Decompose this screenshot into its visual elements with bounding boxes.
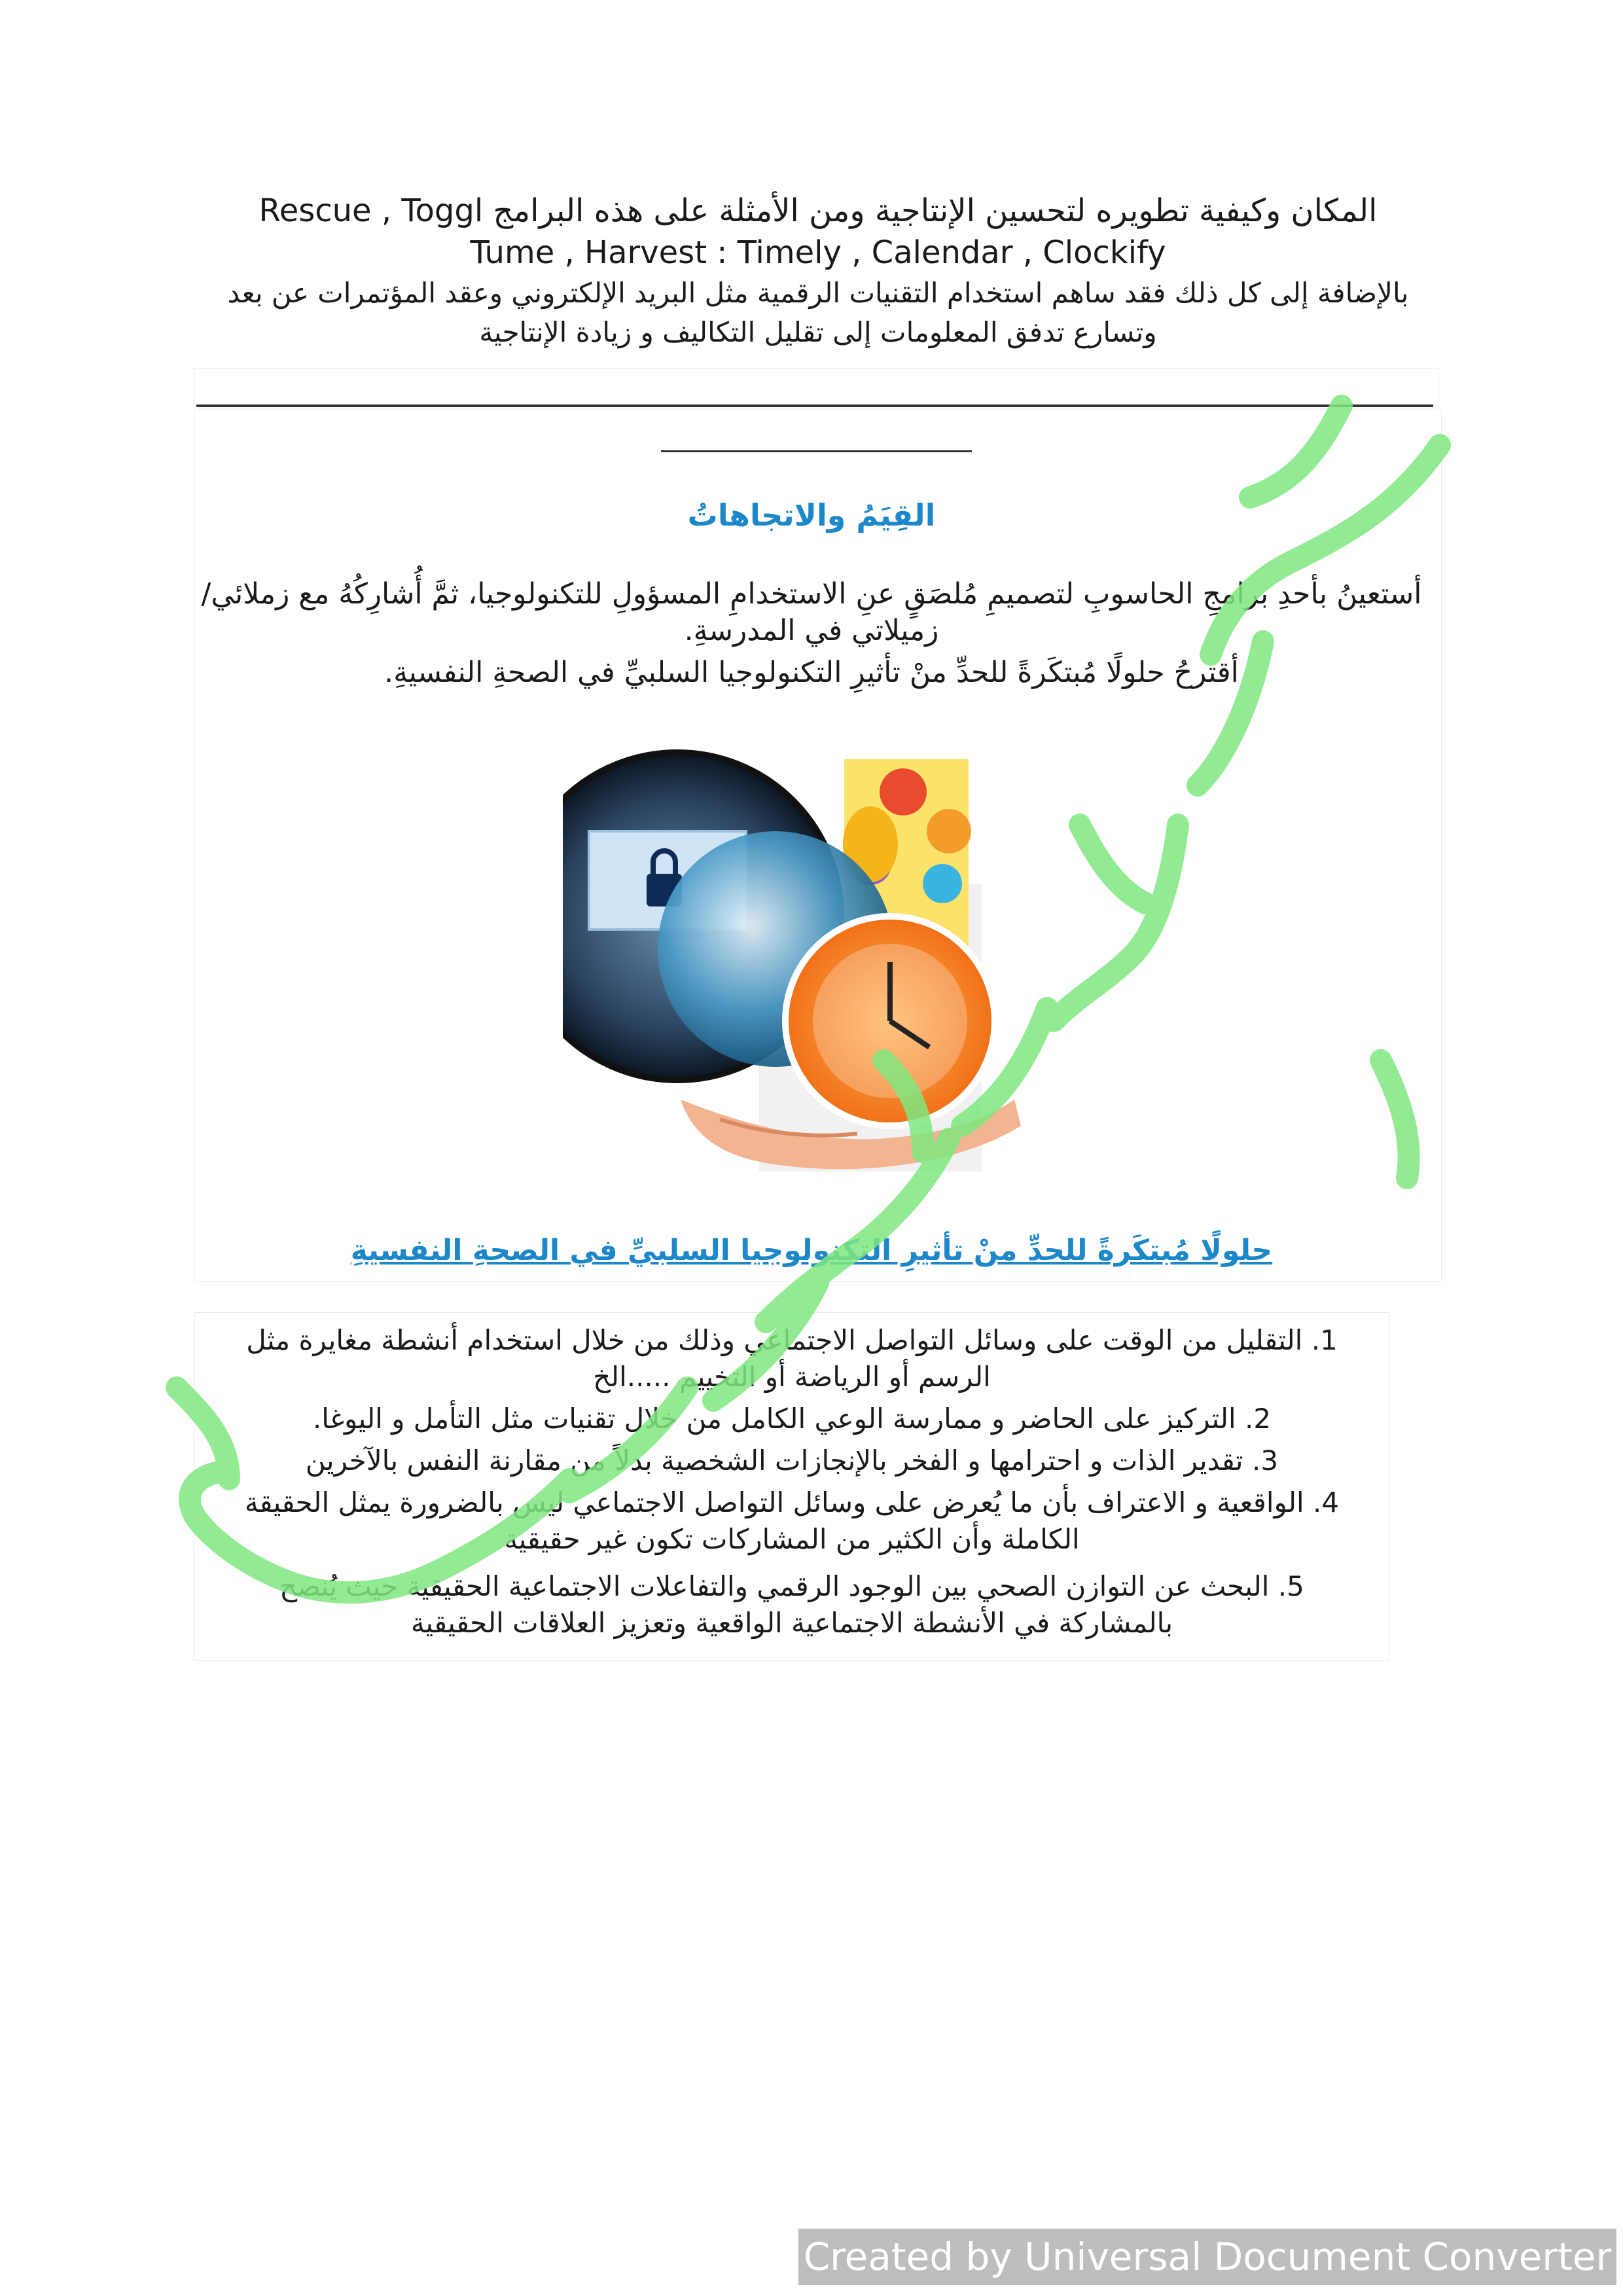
solution-number: 5. xyxy=(1277,1570,1304,1602)
paragraph-poster-line-1: أستعينُ بأحدِ برامجِ الحاسوبِ لتصميمِ مُلصَقٍ عنِ الاستخدامِ المسؤولِ للتكنولوجيا، ثمَّ أُشارِكُهُ مع زملائي/ xyxy=(201,577,1422,611)
solution-item-1-continued: الرسم أو الرياضة أو التخييم .....الخ xyxy=(593,1361,991,1393)
solution-number: 1. xyxy=(1311,1324,1338,1356)
paragraph-suggest: أقترحُ حلولًا مُبتكَرةً للحدِّ منْ تأثيرِ التكنولوجيا السلبيِّ في الصحةِ النفسيةِ. xyxy=(384,656,1239,689)
solution-item-5-continued: بالمشاركة في الأنشطة الاجتماعية الواقعية وتعزيز العلاقات الحقيقية xyxy=(410,1607,1173,1639)
solution-number: 4. xyxy=(1313,1486,1340,1518)
intro-line-2-apps: Tume , Harvest : Timely , Calendar , Clockify xyxy=(470,234,1166,271)
solution-item-4-continued: الكاملة وأن الكثير من المشاركات تكون غير حقيقية xyxy=(504,1523,1080,1555)
intro-line-1 xyxy=(196,190,1440,232)
solution-text: التركيز على الحاضر و ممارسة الوعي الكامل من خلال تقنيات مثل التأمل و اليوغا. xyxy=(312,1403,1236,1435)
solution-text: البحث عن التوازن الصحي بين الوجود الرقمي والتفاعلات الاجتماعية الحقيقية حيث يُنصح xyxy=(279,1570,1270,1602)
intro-line-3: بالإضافة إلى كل ذلك فقد ساهم استخدام التقنيات الرقمية مثل البريد الإلكتروني وعقد المؤتمرات عن بعد xyxy=(227,277,1409,309)
divider-short xyxy=(661,450,972,452)
solutions-title: حلولًا مُبتكَرةً للحدِّ منْ تأثيرِ التكنولوجيا السلبيِّ في الصحةِ النفسيةِ xyxy=(350,1234,1273,1267)
solution-item-5 xyxy=(209,1568,1374,1605)
solution-text: الواقعية و الاعتراف بأن ما يُعرض على وسائل التواصل الاجتماعي ليس بالضرورة يمثل الحقيقة xyxy=(244,1486,1304,1518)
intro-line-1-arabic: المكان وكيفية تطويره لتحسين الإنتاجية ومن الأمثلة على هذه البرامج xyxy=(493,192,1378,229)
solution-text: التقليل من الوقت على وسائل التواصل الاجتماعي وذلك من خلال استخدام أنشطة مغايرة مثل xyxy=(246,1324,1303,1356)
solution-item-2 xyxy=(209,1401,1374,1437)
intro-block xyxy=(196,190,1440,352)
frame-top xyxy=(194,368,1438,408)
technology-illustration xyxy=(563,733,1073,1178)
solution-text: تقدير الذات و احترامها و الفخر بالإنجازات الشخصية بدلاً من مقارنة النفس بالآخرين xyxy=(305,1444,1243,1477)
intro-line-1-apps: Rescue , Toggl xyxy=(259,192,484,229)
footer-converter-badge: Created by Universal Document Converter xyxy=(798,2229,1616,2285)
section-title-values: القِيَمُ والاتجاهاتُ xyxy=(687,497,936,533)
intro-line-4: وتسارع تدفق المعلومات إلى تقليل التكاليف و زيادة الإنتاجية xyxy=(479,316,1157,348)
solution-item-3 xyxy=(209,1443,1374,1479)
solution-item-1 xyxy=(209,1322,1374,1359)
paragraph-poster-line-2: زميلاتي في المدرسةِ. xyxy=(684,614,939,647)
solution-item-4 xyxy=(209,1484,1374,1521)
solution-number: 2. xyxy=(1245,1403,1272,1435)
divider-long xyxy=(196,404,1433,407)
solution-number: 3. xyxy=(1251,1444,1279,1477)
